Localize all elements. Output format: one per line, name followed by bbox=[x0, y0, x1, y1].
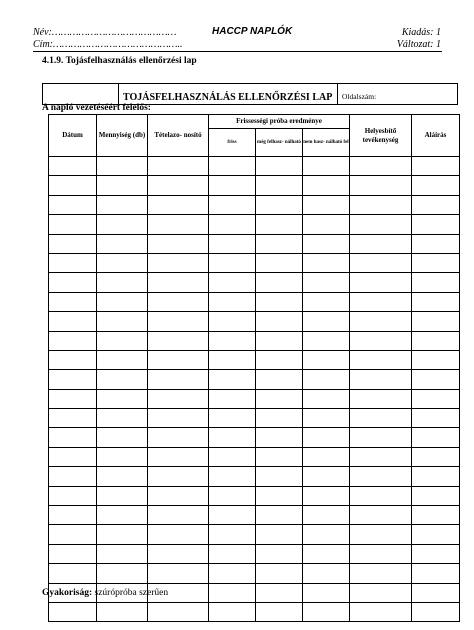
title-box-divider-right bbox=[337, 84, 338, 104]
table-cell[interactable] bbox=[412, 428, 460, 447]
table-cell[interactable] bbox=[209, 525, 256, 544]
table-cell[interactable] bbox=[148, 234, 209, 253]
table-cell[interactable] bbox=[412, 447, 460, 466]
table-cell[interactable] bbox=[49, 447, 97, 466]
table-cell[interactable] bbox=[97, 506, 148, 525]
table-cell[interactable] bbox=[350, 292, 412, 311]
table-cell[interactable] bbox=[209, 215, 256, 234]
table-cell[interactable] bbox=[49, 234, 97, 253]
table-cell[interactable] bbox=[209, 583, 256, 602]
table-cell[interactable] bbox=[303, 447, 350, 466]
form-title: TOJÁSFELHASZNÁLÁS ELLENŐRZÉSI LAP bbox=[123, 92, 333, 103]
table-cell[interactable] bbox=[350, 409, 412, 428]
table-cell[interactable] bbox=[303, 195, 350, 214]
table-cell[interactable] bbox=[97, 447, 148, 466]
table-cell[interactable] bbox=[209, 544, 256, 563]
frequency-value: szúrópróba szerűen bbox=[92, 588, 169, 598]
table-cell[interactable] bbox=[97, 602, 148, 621]
table-cell[interactable] bbox=[256, 447, 303, 466]
table-cell[interactable] bbox=[209, 602, 256, 621]
page-number-label: Oldalszám: bbox=[342, 92, 377, 101]
table-row bbox=[49, 389, 460, 408]
table-cell[interactable] bbox=[412, 195, 460, 214]
table-cell[interactable] bbox=[412, 467, 460, 486]
table-cell[interactable] bbox=[209, 157, 256, 176]
table-cell[interactable] bbox=[148, 428, 209, 447]
table-cell[interactable] bbox=[148, 312, 209, 331]
table-row bbox=[49, 176, 460, 195]
table-cell[interactable] bbox=[303, 544, 350, 563]
table-cell[interactable] bbox=[350, 428, 412, 447]
table-cell[interactable] bbox=[148, 273, 209, 292]
table-cell[interactable] bbox=[49, 253, 97, 272]
table-cell[interactable] bbox=[350, 331, 412, 350]
table-cell[interactable] bbox=[256, 564, 303, 583]
table-cell[interactable] bbox=[209, 253, 256, 272]
table-cell[interactable] bbox=[256, 389, 303, 408]
title-box-divider-left bbox=[118, 84, 119, 104]
table-cell[interactable] bbox=[209, 273, 256, 292]
table-cell[interactable] bbox=[350, 467, 412, 486]
table-cell[interactable] bbox=[303, 273, 350, 292]
table-cell[interactable] bbox=[209, 428, 256, 447]
table-cell[interactable] bbox=[303, 350, 350, 369]
table-cell[interactable] bbox=[303, 428, 350, 447]
table-cell[interactable] bbox=[412, 253, 460, 272]
table-cell[interactable] bbox=[97, 428, 148, 447]
egg-usage-log-table bbox=[48, 114, 460, 622]
frequency-label: Gyakoriság: bbox=[42, 588, 93, 598]
table-cell[interactable] bbox=[350, 370, 412, 389]
table-cell[interactable] bbox=[49, 157, 97, 176]
table-cell[interactable] bbox=[350, 583, 412, 602]
table-cell[interactable] bbox=[49, 389, 97, 408]
table-cell[interactable] bbox=[350, 506, 412, 525]
table-row bbox=[49, 428, 460, 447]
table-cell[interactable] bbox=[303, 370, 350, 389]
table-cell[interactable] bbox=[49, 195, 97, 214]
table-cell[interactable] bbox=[97, 273, 148, 292]
table-cell[interactable] bbox=[256, 544, 303, 563]
table-row bbox=[49, 157, 460, 176]
table-cell[interactable] bbox=[412, 564, 460, 583]
table-cell[interactable] bbox=[303, 583, 350, 602]
table-cell[interactable] bbox=[256, 292, 303, 311]
table-cell[interactable] bbox=[209, 409, 256, 428]
table-cell[interactable] bbox=[412, 312, 460, 331]
table-cell[interactable] bbox=[303, 506, 350, 525]
table-cell[interactable] bbox=[148, 467, 209, 486]
table-cell[interactable] bbox=[49, 467, 97, 486]
table-cell[interactable] bbox=[256, 350, 303, 369]
table-cell[interactable] bbox=[350, 157, 412, 176]
table-cell[interactable] bbox=[148, 525, 209, 544]
table-cell[interactable] bbox=[350, 602, 412, 621]
table-row bbox=[49, 602, 460, 621]
table-cell[interactable] bbox=[209, 292, 256, 311]
table-cell[interactable] bbox=[49, 564, 97, 583]
table-row bbox=[49, 370, 460, 389]
table-row bbox=[49, 409, 460, 428]
col-header-still-usable: még felhasz- nálható bbox=[256, 129, 303, 157]
table-cell[interactable] bbox=[97, 253, 148, 272]
table-cell[interactable] bbox=[209, 331, 256, 350]
table-cell[interactable] bbox=[148, 176, 209, 195]
table-row bbox=[49, 312, 460, 331]
table-cell[interactable] bbox=[256, 583, 303, 602]
table-cell[interactable] bbox=[209, 195, 256, 214]
table-cell[interactable] bbox=[412, 350, 460, 369]
table-cell[interactable] bbox=[303, 602, 350, 621]
col-header-not-usable: nem hasz- nálható fel bbox=[303, 129, 350, 157]
col-header-signature: Aláírás bbox=[412, 115, 460, 157]
table-cell[interactable] bbox=[97, 215, 148, 234]
table-cell[interactable] bbox=[412, 331, 460, 350]
table-cell[interactable] bbox=[256, 176, 303, 195]
table-cell[interactable] bbox=[49, 525, 97, 544]
table-cell[interactable] bbox=[209, 176, 256, 195]
table-cell[interactable] bbox=[256, 486, 303, 505]
table-cell[interactable] bbox=[412, 525, 460, 544]
table-cell[interactable] bbox=[303, 312, 350, 331]
table-row bbox=[49, 292, 460, 311]
table-cell[interactable] bbox=[256, 312, 303, 331]
table-row bbox=[49, 564, 460, 583]
table-cell[interactable] bbox=[49, 273, 97, 292]
table-cell[interactable] bbox=[350, 215, 412, 234]
table-cell[interactable] bbox=[412, 602, 460, 621]
table-row bbox=[49, 234, 460, 253]
table-cell[interactable] bbox=[49, 350, 97, 369]
table-cell[interactable] bbox=[303, 331, 350, 350]
table-cell[interactable] bbox=[256, 273, 303, 292]
table-cell[interactable] bbox=[303, 389, 350, 408]
table-cell[interactable] bbox=[412, 583, 460, 602]
col-header-freshness-group: Frissességi próba eredménye bbox=[209, 115, 350, 129]
table-cell[interactable] bbox=[148, 331, 209, 350]
table-cell[interactable] bbox=[256, 215, 303, 234]
table-cell[interactable] bbox=[148, 486, 209, 505]
table-cell[interactable] bbox=[209, 370, 256, 389]
table-cell[interactable] bbox=[350, 350, 412, 369]
table-cell[interactable] bbox=[209, 506, 256, 525]
table-cell[interactable] bbox=[412, 506, 460, 525]
table-row bbox=[49, 350, 460, 369]
table-cell[interactable] bbox=[412, 544, 460, 563]
table-cell[interactable] bbox=[49, 428, 97, 447]
table-cell[interactable] bbox=[49, 544, 97, 563]
table-cell[interactable] bbox=[350, 564, 412, 583]
col-header-lot-id: Tételazo- nosító bbox=[148, 115, 209, 157]
table-cell[interactable] bbox=[49, 506, 97, 525]
table-row bbox=[49, 215, 460, 234]
table-row bbox=[49, 506, 460, 525]
table-cell[interactable] bbox=[97, 370, 148, 389]
table-cell[interactable] bbox=[256, 467, 303, 486]
table-cell[interactable] bbox=[209, 350, 256, 369]
table-cell[interactable] bbox=[209, 447, 256, 466]
col-header-fresh: friss bbox=[209, 129, 256, 157]
table-cell[interactable] bbox=[49, 486, 97, 505]
table-cell[interactable] bbox=[303, 486, 350, 505]
table-cell[interactable] bbox=[148, 157, 209, 176]
table-cell[interactable] bbox=[350, 253, 412, 272]
table-cell[interactable] bbox=[350, 525, 412, 544]
table-cell[interactable] bbox=[148, 253, 209, 272]
log-table-body bbox=[49, 157, 460, 622]
table-cell[interactable] bbox=[209, 467, 256, 486]
table-cell[interactable] bbox=[303, 467, 350, 486]
table-row bbox=[49, 195, 460, 214]
table-cell[interactable] bbox=[350, 195, 412, 214]
table-cell[interactable] bbox=[412, 486, 460, 505]
table-cell[interactable] bbox=[256, 370, 303, 389]
table-cell[interactable] bbox=[97, 564, 148, 583]
table-cell[interactable] bbox=[412, 215, 460, 234]
version-number: Változat: 1 bbox=[396, 39, 441, 50]
table-cell[interactable] bbox=[49, 331, 97, 350]
table-cell[interactable] bbox=[49, 602, 97, 621]
table-cell[interactable] bbox=[303, 176, 350, 195]
table-cell[interactable] bbox=[256, 195, 303, 214]
col-header-date: Dátum bbox=[49, 115, 97, 157]
table-cell[interactable] bbox=[303, 253, 350, 272]
table-cell[interactable] bbox=[412, 234, 460, 253]
table-cell[interactable] bbox=[256, 602, 303, 621]
table-row bbox=[49, 331, 460, 350]
table-cell[interactable] bbox=[350, 273, 412, 292]
table-cell[interactable] bbox=[97, 234, 148, 253]
table-cell[interactable] bbox=[303, 409, 350, 428]
table-row bbox=[49, 544, 460, 563]
table-cell[interactable] bbox=[148, 370, 209, 389]
table-cell[interactable] bbox=[148, 506, 209, 525]
table-cell[interactable] bbox=[256, 525, 303, 544]
table-cell[interactable] bbox=[350, 544, 412, 563]
table-cell[interactable] bbox=[350, 312, 412, 331]
table-cell[interactable] bbox=[209, 312, 256, 331]
table-row bbox=[49, 447, 460, 466]
table-cell[interactable] bbox=[256, 506, 303, 525]
table-cell[interactable] bbox=[412, 409, 460, 428]
table-cell[interactable] bbox=[97, 467, 148, 486]
table-cell[interactable] bbox=[97, 292, 148, 311]
table-cell[interactable] bbox=[350, 389, 412, 408]
table-row bbox=[49, 525, 460, 544]
table-cell[interactable] bbox=[412, 292, 460, 311]
table-cell[interactable] bbox=[97, 389, 148, 408]
table-cell[interactable] bbox=[97, 176, 148, 195]
table-cell[interactable] bbox=[97, 331, 148, 350]
table-cell[interactable] bbox=[148, 447, 209, 466]
table-cell[interactable] bbox=[303, 525, 350, 544]
table-cell[interactable] bbox=[148, 389, 209, 408]
section-title: 4.1.9. Tojásfelhasználás ellenőrzési lap bbox=[42, 56, 197, 66]
table-cell[interactable] bbox=[412, 273, 460, 292]
issue-number: Kiadás: 1 bbox=[401, 27, 441, 38]
col-header-quantity: Mennyiség (db) bbox=[97, 115, 148, 157]
table-cell[interactable] bbox=[148, 350, 209, 369]
table-cell[interactable] bbox=[256, 331, 303, 350]
table-row bbox=[49, 273, 460, 292]
table-cell[interactable] bbox=[49, 176, 97, 195]
table-cell[interactable] bbox=[97, 544, 148, 563]
table-cell[interactable] bbox=[97, 409, 148, 428]
table-cell[interactable] bbox=[97, 157, 148, 176]
table-cell[interactable] bbox=[148, 409, 209, 428]
table-cell[interactable] bbox=[256, 157, 303, 176]
table-cell[interactable] bbox=[303, 157, 350, 176]
table-cell[interactable] bbox=[97, 312, 148, 331]
table-cell[interactable] bbox=[148, 564, 209, 583]
table-cell[interactable] bbox=[49, 409, 97, 428]
responsible-person-label: A napló vezetéséért felelős: bbox=[42, 103, 151, 113]
table-cell[interactable] bbox=[49, 370, 97, 389]
table-cell[interactable] bbox=[148, 602, 209, 621]
table-cell[interactable] bbox=[148, 544, 209, 563]
address-field-label: Cím:…………………………………….. bbox=[33, 39, 183, 50]
table-cell[interactable] bbox=[350, 447, 412, 466]
table-cell[interactable] bbox=[97, 350, 148, 369]
table-cell[interactable] bbox=[412, 370, 460, 389]
table-cell[interactable] bbox=[148, 195, 209, 214]
table-cell[interactable] bbox=[49, 292, 97, 311]
table-cell[interactable] bbox=[303, 215, 350, 234]
table-cell[interactable] bbox=[256, 409, 303, 428]
table-cell[interactable] bbox=[256, 428, 303, 447]
table-cell[interactable] bbox=[209, 486, 256, 505]
table-cell[interactable] bbox=[303, 564, 350, 583]
table-row bbox=[49, 467, 460, 486]
table-row bbox=[49, 486, 460, 505]
frequency-line bbox=[42, 588, 168, 598]
table-cell[interactable] bbox=[209, 564, 256, 583]
name-field-label: Név:…………………………………… bbox=[33, 27, 177, 38]
table-cell[interactable] bbox=[412, 389, 460, 408]
header-divider bbox=[33, 51, 442, 52]
table-cell[interactable] bbox=[303, 292, 350, 311]
document-header-title: HACCP NAPLÓK bbox=[212, 26, 293, 37]
table-cell[interactable] bbox=[303, 234, 350, 253]
table-row bbox=[49, 253, 460, 272]
table-cell[interactable] bbox=[148, 215, 209, 234]
table-cell[interactable] bbox=[350, 486, 412, 505]
col-header-corrective-action: Helyesbítő tevékenység bbox=[350, 115, 412, 157]
form-title-box bbox=[42, 83, 458, 105]
table-cell[interactable] bbox=[97, 525, 148, 544]
table-cell[interactable] bbox=[97, 195, 148, 214]
table-cell[interactable] bbox=[49, 215, 97, 234]
table-cell[interactable] bbox=[49, 312, 97, 331]
table-cell[interactable] bbox=[412, 157, 460, 176]
table-cell[interactable] bbox=[256, 234, 303, 253]
table-cell[interactable] bbox=[350, 234, 412, 253]
table-cell[interactable] bbox=[209, 234, 256, 253]
table-cell[interactable] bbox=[412, 176, 460, 195]
table-cell[interactable] bbox=[97, 486, 148, 505]
table-cell[interactable] bbox=[350, 176, 412, 195]
table-cell[interactable] bbox=[148, 292, 209, 311]
table-cell[interactable] bbox=[256, 253, 303, 272]
table-cell[interactable] bbox=[209, 389, 256, 408]
